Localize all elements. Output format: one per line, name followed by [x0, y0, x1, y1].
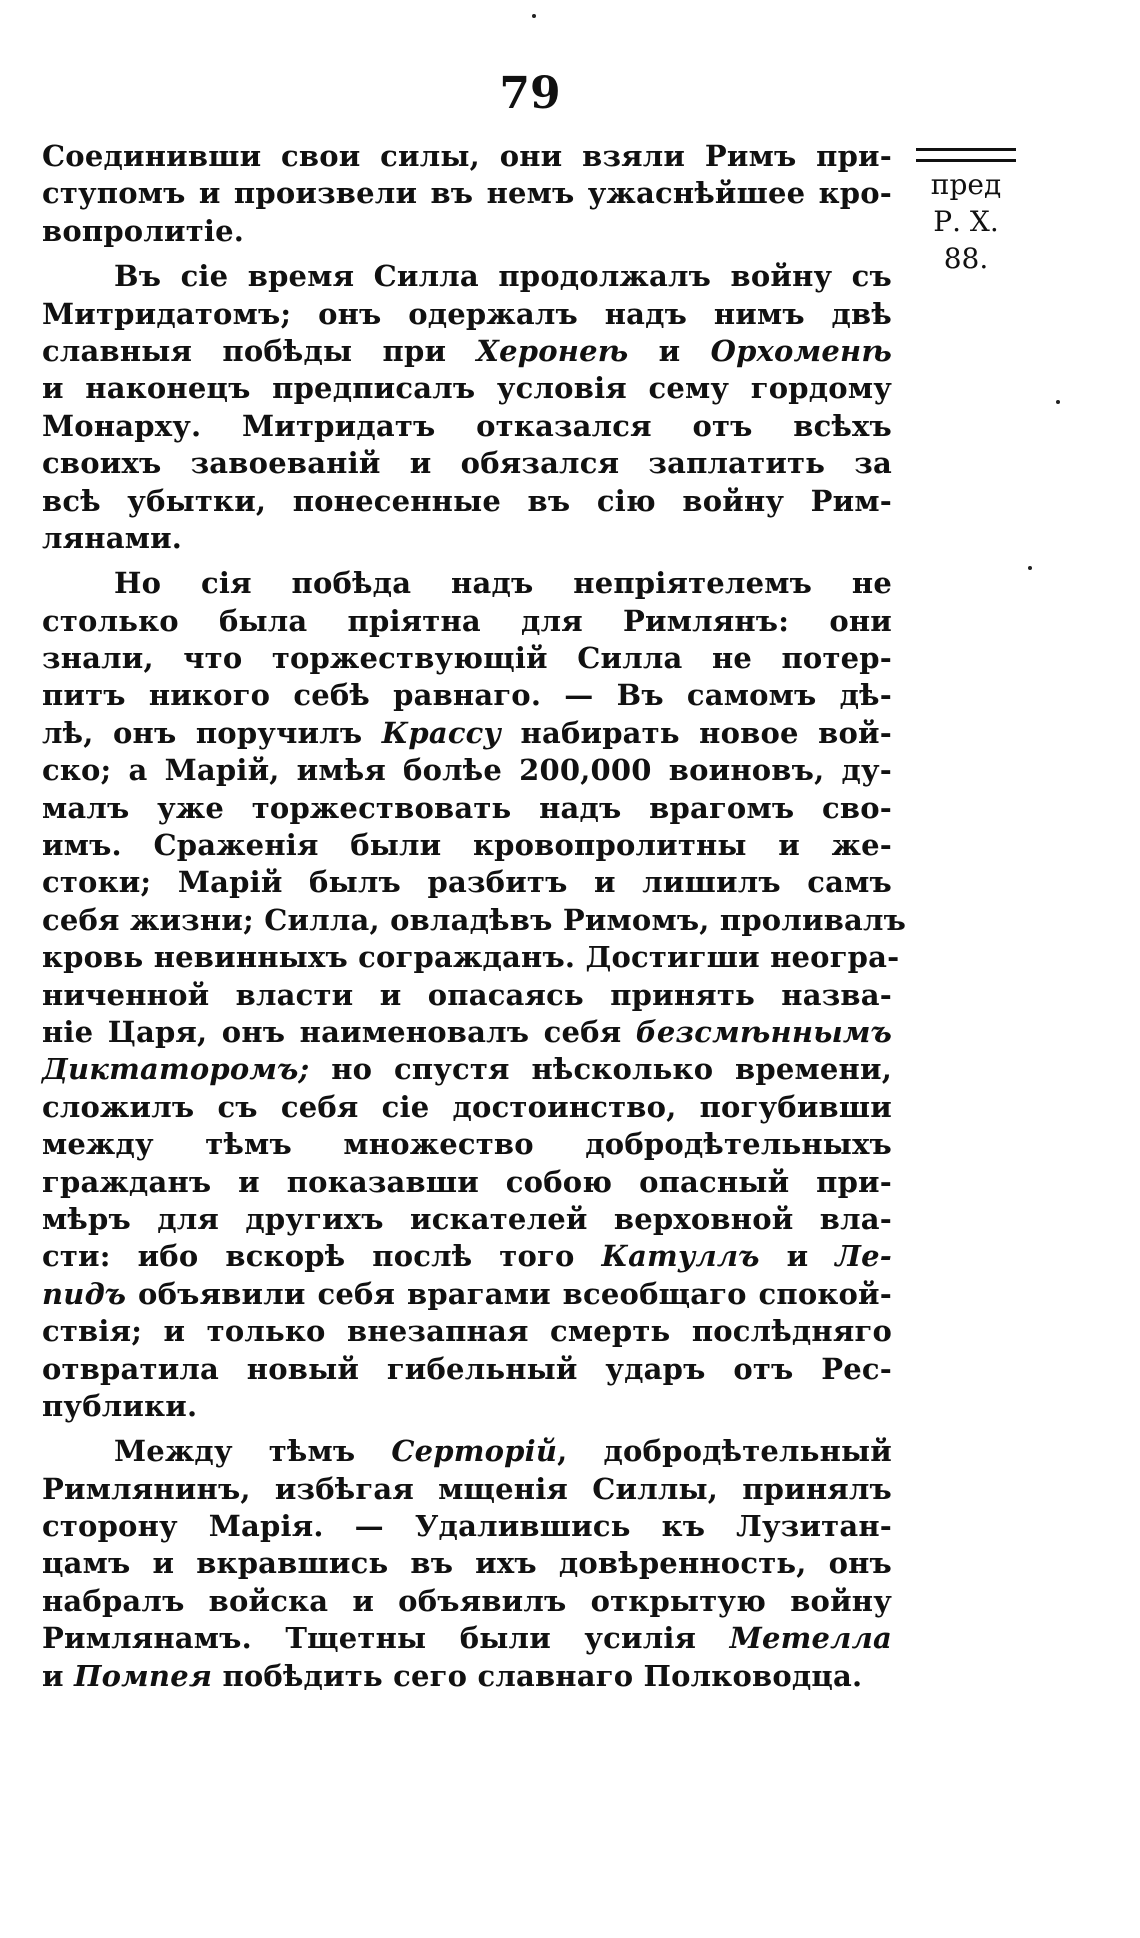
text-segment: Римлянамъ. Тщетны были усилія — [42, 1621, 730, 1656]
text-line — [42, 640, 892, 677]
text-line — [42, 213, 892, 250]
text-segment: ствія; и только внезапная смерть послѣдняго — [42, 1314, 892, 1349]
text-line — [42, 715, 892, 752]
text-segment: Между тѣмъ — [114, 1434, 392, 1469]
text-line — [42, 939, 900, 976]
text-segment: Въ сіе время Силла продолжалъ войну съ — [114, 259, 892, 294]
text-line — [42, 1508, 892, 1545]
text-segment: Монарху. Митридатъ отказался отъ всѣхъ — [42, 408, 892, 443]
text-segment: лянами. — [42, 520, 183, 555]
text-segment: славныя побѣды при — [42, 333, 477, 368]
text-line — [42, 483, 892, 520]
text-segment: питъ никого себѣ равнаго. — Въ самомъ дѣ- — [42, 678, 892, 713]
text-segment: Но сія побѣда надъ непріятелемъ не — [114, 566, 892, 601]
paragraph — [42, 258, 892, 557]
text-line — [42, 1313, 892, 1350]
text-line — [42, 827, 892, 864]
text-line — [42, 1620, 892, 1657]
text-line — [42, 408, 892, 445]
italic-name: Крассу — [381, 715, 502, 750]
text-line — [42, 138, 892, 175]
text-segment: стоки; Марій былъ разбитъ и лишилъ самъ — [42, 865, 892, 900]
margin-note-line-year: 88. — [943, 242, 989, 275]
text-segment: вопролитіе. — [42, 213, 245, 248]
text-segment: и — [759, 1239, 836, 1274]
italic-name: Херонеѣ — [476, 333, 629, 368]
text-segment: ско; а Марій, имѣя болѣе 200,000 воиновъ, ду- — [42, 753, 892, 788]
text-line — [42, 175, 892, 212]
text-line — [42, 1351, 892, 1388]
paragraph — [42, 1433, 892, 1695]
text-segment: ступомъ и произвели въ немъ ужаснѣйшее кро- — [42, 176, 892, 211]
print-speck — [1056, 400, 1060, 404]
text-line — [42, 520, 892, 557]
print-speck — [1028, 566, 1032, 570]
italic-name: Ле- — [835, 1239, 892, 1274]
text-line — [42, 1089, 892, 1126]
text-line — [42, 1276, 892, 1313]
text-segment: ниченной власти и опасаясь принять назва- — [42, 977, 892, 1012]
text-line — [42, 565, 892, 602]
margin-double-rule — [916, 148, 1016, 162]
italic-name: Серторій — [391, 1434, 558, 1469]
text-segment: сложилъ съ себя сіе достоинство, погубивши — [42, 1089, 892, 1124]
text-line — [42, 1388, 892, 1425]
text-segment: гражданъ и показавши собою опасный при- — [42, 1164, 892, 1199]
text-line — [42, 1545, 892, 1582]
italic-name: Помпея — [74, 1658, 213, 1693]
text-segment: сти: ибо вскорѣ послѣ того — [42, 1239, 602, 1274]
text-segment: мѣръ для другихъ искателей верховной вла- — [42, 1201, 892, 1236]
text-segment: между тѣмъ множество добродѣтельныхъ — [42, 1127, 892, 1162]
text-segment: отвратила новый гибельный ударъ отъ Рес- — [42, 1351, 892, 1386]
text-line — [42, 752, 892, 789]
page-number: 79 — [499, 68, 561, 119]
margin-note-line-pred: пред — [930, 168, 1002, 201]
italic-name: Орхоменѣ — [710, 333, 892, 368]
text-segment: ніе Царя, онъ наименовалъ себя — [42, 1014, 636, 1049]
text-line — [42, 902, 907, 939]
text-segment: сторону Марія. — Удалившись къ Лузитан- — [42, 1509, 892, 1544]
text-segment: цамъ и вкравшись въ ихъ довѣренность, онъ — [42, 1546, 892, 1581]
paragraph — [42, 565, 907, 1425]
text-segment: Римлянинъ, избѣгая мщенія Силлы, принялъ — [42, 1471, 892, 1506]
text-segment: но спустя нѣсколько времени, — [309, 1052, 892, 1087]
text-segment: набирать новое вой- — [501, 715, 892, 750]
text-line — [42, 333, 892, 370]
text-line — [42, 1658, 892, 1695]
text-line — [42, 445, 892, 482]
text-line — [42, 1471, 892, 1508]
text-line — [42, 1164, 892, 1201]
text-line — [42, 790, 892, 827]
text-segment: побѣдить сего славнаго Полководца. — [212, 1658, 863, 1693]
text-segment: и — [42, 1658, 75, 1693]
text-segment: своихъ завоеваній и обязался заплатить за — [42, 446, 892, 481]
text-segment: Митридатомъ; онъ одержалъ надъ нимъ двѣ — [42, 296, 892, 331]
paragraph — [42, 138, 892, 250]
text-segment: столько была пріятна для Римлянъ: они — [42, 603, 892, 638]
text-line — [42, 677, 892, 714]
print-speck — [532, 14, 536, 18]
text-segment: , добродѣтельный — [557, 1434, 892, 1469]
text-line — [42, 296, 892, 333]
text-line — [42, 977, 892, 1014]
text-segment: имъ. Сраженія были кровопролитны и же- — [42, 828, 892, 863]
text-line — [42, 1014, 892, 1051]
text-segment: себя жизни; Силла, овладѣвъ Римомъ, проливалъ — [42, 902, 907, 937]
italic-name: Метелла — [729, 1621, 892, 1656]
text-line — [42, 1051, 892, 1088]
text-segment: малъ уже торжествовать надъ врагомъ сво- — [42, 790, 892, 825]
text-line — [42, 1433, 892, 1470]
italic-name: пидъ — [42, 1276, 127, 1311]
italic-name: Катуллъ — [601, 1239, 760, 1274]
text-line — [42, 258, 892, 295]
text-segment: набралъ войска и объявилъ открытую войну — [42, 1583, 892, 1618]
text-segment: объявили себя врагами всеобщаго спокой- — [126, 1276, 892, 1311]
text-line — [42, 1201, 892, 1238]
text-segment: и — [628, 333, 711, 368]
text-line — [42, 1238, 892, 1275]
text-line — [42, 1126, 892, 1163]
margin-note-line-rh: Р. Х. — [933, 205, 999, 238]
text-segment: Соединивши свои силы, они взяли Римъ при- — [42, 139, 892, 173]
italic-name: безсмѣннымъ — [635, 1014, 892, 1049]
text-segment: знали, что торжествующій Силла не потер- — [42, 641, 892, 676]
text-line — [42, 1583, 892, 1620]
text-line — [42, 603, 892, 640]
text-segment: публики. — [42, 1388, 198, 1423]
text-segment: и наконецъ предписалъ условія сему гордому — [42, 371, 892, 406]
text-segment: всѣ убытки, понесенные въ сію войну Рим- — [42, 483, 892, 518]
text-segment: лѣ, онъ поручилъ — [42, 715, 382, 750]
text-line — [42, 864, 892, 901]
body-text — [42, 138, 907, 1703]
text-line — [42, 370, 892, 407]
margin-note — [906, 138, 1026, 277]
text-segment: кровь невинныхъ согражданъ. Достигши неогра- — [42, 940, 900, 975]
italic-name: Диктаторомъ; — [42, 1052, 310, 1087]
